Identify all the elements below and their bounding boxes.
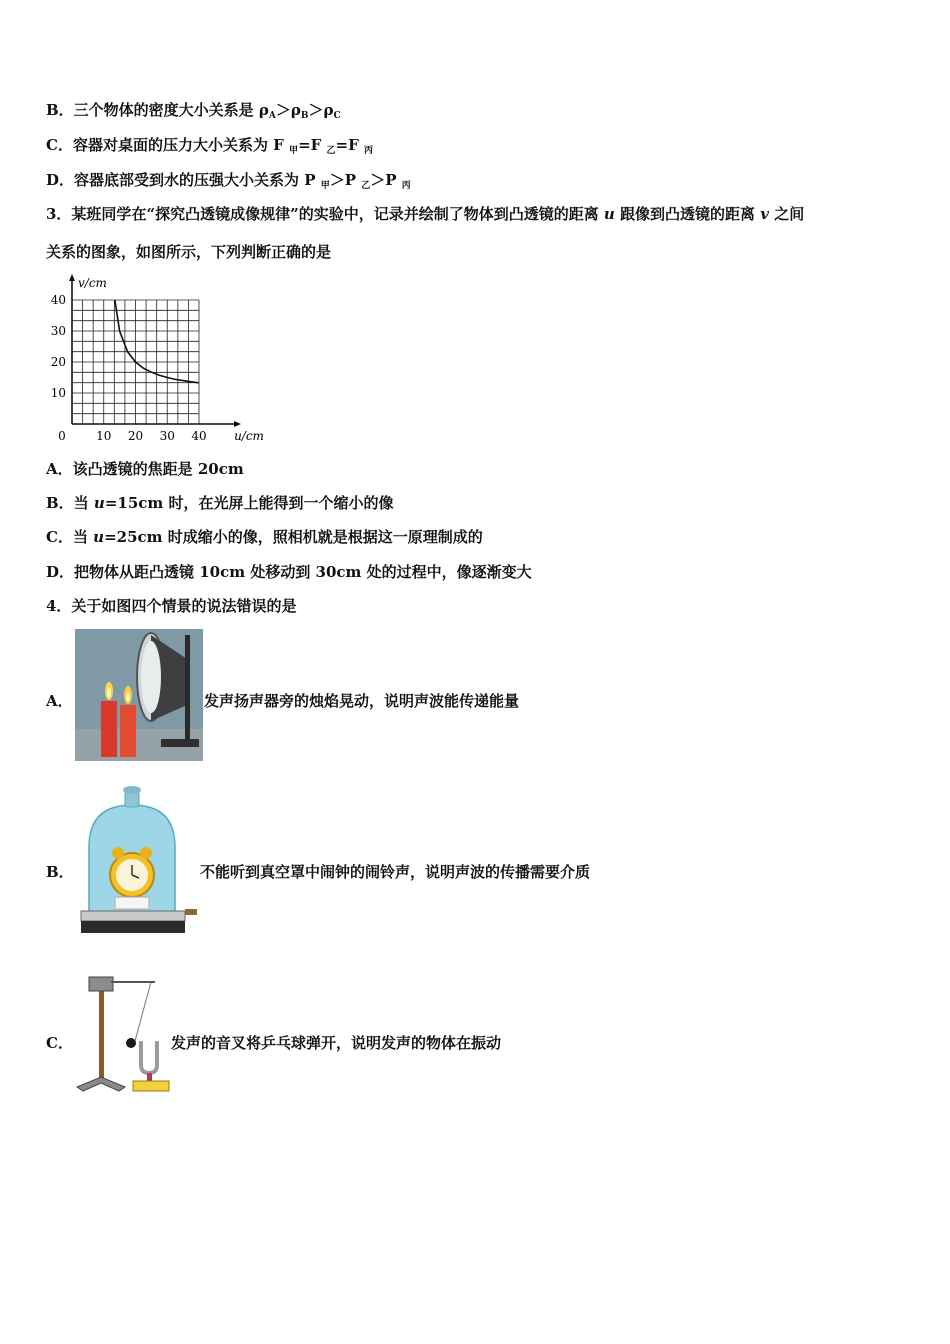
q4-option-b-label: B． [46, 863, 74, 881]
uv-graph [44, 274, 264, 446]
q3-option-c: C．当 u=25cm 时成缩小的像，照相机就是根据这一原理制成的 [46, 528, 483, 546]
x-tick-label: 40 [191, 429, 207, 443]
q2-option-d: D．容器底部受到水的压强大小关系为 P $_甲$＞P $_乙$＞P $_丙$ [46, 171, 411, 191]
y-tick-label: 40 [50, 293, 66, 307]
q4-stem: 4．关于如图四个情景的说法错误的是 [46, 597, 297, 615]
q3-option-d: D．把物体从距凸透镜 10cm 处移动到 30cm 处的过程中，像逐渐变大 [46, 563, 532, 581]
x-tick-label: 20 [127, 429, 144, 443]
q4-option-c-text: 发声的音叉将乒乓球弹开，说明发声的物体在振动 [171, 1034, 502, 1052]
speaker-candle-image [75, 629, 203, 761]
y-axis-label: v/cm [78, 276, 107, 290]
x-axis-label: u/cm [234, 429, 264, 443]
y-tick-label: 10 [50, 386, 66, 400]
x-tick-label: 0 [58, 429, 66, 443]
q4-option-c-label: C． [46, 1034, 73, 1052]
x-tick-label: 10 [96, 429, 112, 443]
q3-stem-line2: 关系的图象，如图所示，下列判断正确的是 [46, 243, 332, 261]
x-axis-arrow [234, 421, 241, 427]
q4-option-a-text: 发声扬声器旁的烛焰晃动，说明声波能传递能量 [204, 692, 520, 710]
q4-option-b-text: 不能听到真空罩中闹钟的闹铃声，说明声波的传播需要介质 [200, 863, 591, 881]
q2-option-b: B．三个物体的密度大小关系是 $\rho_A>\rho_B>\rho_C$ [46, 101, 341, 121]
q3-stem-line1: 3．某班同学在“探究凸透镜成像规律”的实验中，记录并绘制了物体到凸透镜的距离 u 跟像到凸透镜的距离 v 之间 [46, 205, 805, 223]
q2-option-c: C．容器对桌面的压力大小关系为 F $_甲$=F $_乙$=F $_丙$ [46, 136, 373, 156]
tuning-fork-image [75, 969, 175, 1097]
y-axis-arrow [69, 274, 75, 281]
bell-jar-clock-image [75, 783, 199, 943]
q3-option-a: A．该凸透镜的焦距是 20cm [46, 460, 244, 478]
q4-option-a-label: A． [46, 692, 73, 710]
y-tick-label: 20 [50, 355, 66, 369]
x-tick-label: 30 [159, 429, 175, 443]
y-tick-label: 30 [50, 324, 66, 338]
q3-option-b: B．当 u=15cm 时，在光屏上能得到一个缩小的像 [46, 494, 394, 512]
